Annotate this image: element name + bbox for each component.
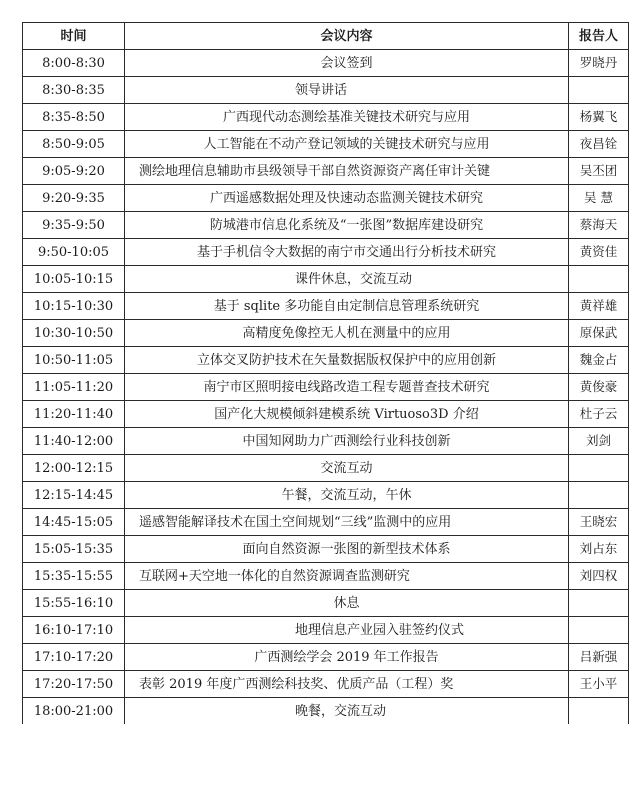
table-row	[23, 698, 629, 725]
topic-cell: 基于 sqlite 多功能自由定制信息管理系统研究	[125, 293, 569, 320]
topic-cell: 广西遥感数据处理及快速动态监测关键技术研究	[125, 185, 569, 212]
table-row	[23, 536, 629, 563]
table-row	[23, 455, 629, 482]
table-row	[23, 239, 629, 266]
time-cell: 11:05-11:20	[23, 374, 125, 401]
time-cell: 15:05-15:35	[23, 536, 125, 563]
table-row	[23, 482, 629, 509]
table-row	[23, 77, 629, 104]
time-cell: 8:35-8:50	[23, 104, 125, 131]
topic-cell: 人工智能在不动产登记领域的关键技术研究与应用	[125, 131, 569, 158]
topic-cell: 交流互动	[125, 455, 569, 482]
reporter-cell: 王小平	[569, 671, 629, 698]
reporter-cell	[569, 455, 629, 482]
time-cell: 10:15-10:30	[23, 293, 125, 320]
table-row	[23, 347, 629, 374]
time-cell: 12:00-12:15	[23, 455, 125, 482]
reporter-cell	[569, 482, 629, 509]
reporter-cell: 黄俊豪	[569, 374, 629, 401]
topic-cell: 领导讲话	[125, 77, 569, 104]
topic-cell: 互联网+天空地一体化的自然资源调查监测研究	[125, 563, 569, 590]
time-cell: 8:50-9:05	[23, 131, 125, 158]
reporter-cell	[569, 698, 629, 725]
table-row	[23, 563, 629, 590]
time-cell: 14:45-15:05	[23, 509, 125, 536]
time-cell: 11:20-11:40	[23, 401, 125, 428]
reporter-cell: 刘剑	[569, 428, 629, 455]
header-reporter: 报告人	[569, 23, 629, 50]
table-row	[23, 104, 629, 131]
time-cell: 15:55-16:10	[23, 590, 125, 617]
table-row	[23, 671, 629, 698]
table-row	[23, 428, 629, 455]
reporter-cell: 杜子云	[569, 401, 629, 428]
topic-cell: 立体交叉防护技术在矢量数据版权保护中的应用创新	[125, 347, 569, 374]
time-cell: 9:35-9:50	[23, 212, 125, 239]
topic-cell: 表彰 2019 年度广西测绘科技奖、优质产品（工程）奖	[125, 671, 569, 698]
time-cell: 9:05-9:20	[23, 158, 125, 185]
time-cell: 12:15-14:45	[23, 482, 125, 509]
table-row	[23, 50, 629, 77]
time-cell: 10:30-10:50	[23, 320, 125, 347]
time-cell: 8:30-8:35	[23, 77, 125, 104]
reporter-cell: 魏金占	[569, 347, 629, 374]
time-cell: 9:20-9:35	[23, 185, 125, 212]
topic-cell: 午餐，交流互动，午休	[125, 482, 569, 509]
time-cell: 16:10-17:10	[23, 617, 125, 644]
table-row	[23, 644, 629, 671]
topic-cell: 广西测绘学会 2019 年工作报告	[125, 644, 569, 671]
reporter-cell: 原保武	[569, 320, 629, 347]
time-cell: 17:10-17:20	[23, 644, 125, 671]
table-row	[23, 617, 629, 644]
header-row	[23, 23, 629, 50]
reporter-cell	[569, 77, 629, 104]
reporter-cell: 吴丕团	[569, 158, 629, 185]
agenda-table	[22, 22, 629, 724]
topic-cell: 休息	[125, 590, 569, 617]
table-row	[23, 320, 629, 347]
time-cell: 10:50-11:05	[23, 347, 125, 374]
reporter-cell: 刘四权	[569, 563, 629, 590]
time-cell: 9:50-10:05	[23, 239, 125, 266]
topic-cell: 国产化大规模倾斜建模系统 Virtuoso3D 介绍	[125, 401, 569, 428]
table-row	[23, 212, 629, 239]
table-row	[23, 185, 629, 212]
time-cell: 10:05-10:15	[23, 266, 125, 293]
topic-cell: 广西现代动态测绘基准关键技术研究与应用	[125, 104, 569, 131]
time-cell: 15:35-15:55	[23, 563, 125, 590]
reporter-cell	[569, 590, 629, 617]
topic-cell: 测绘地理信息辅助市县级领导干部自然资源资产离任审计关键	[125, 158, 569, 185]
time-cell: 18:00-21:00	[23, 698, 125, 725]
table-row	[23, 158, 629, 185]
table-row	[23, 374, 629, 401]
topic-cell: 南宁市区照明接电线路改造工程专题普查技术研究	[125, 374, 569, 401]
topic-cell: 遥感智能解译技术在国土空间规划“三线”监测中的应用	[125, 509, 569, 536]
table-row	[23, 590, 629, 617]
reporter-cell: 王晓宏	[569, 509, 629, 536]
reporter-cell: 刘占东	[569, 536, 629, 563]
topic-cell: 基于手机信令大数据的南宁市交通出行分析技术研究	[125, 239, 569, 266]
reporter-cell: 蔡海天	[569, 212, 629, 239]
reporter-cell	[569, 617, 629, 644]
reporter-cell	[569, 266, 629, 293]
time-cell: 11:40-12:00	[23, 428, 125, 455]
topic-cell: 会议签到	[125, 50, 569, 77]
topic-cell: 晚餐，交流互动	[125, 698, 569, 725]
header-topic: 会议内容	[125, 23, 569, 50]
table-row	[23, 131, 629, 158]
reporter-cell: 罗晓丹	[569, 50, 629, 77]
table-row	[23, 401, 629, 428]
reporter-cell: 杨翼飞	[569, 104, 629, 131]
reporter-cell: 吕新强	[569, 644, 629, 671]
reporter-cell: 黄祥雄	[569, 293, 629, 320]
topic-cell: 地理信息产业园入驻签约仪式	[125, 617, 569, 644]
reporter-cell: 吴 慧	[569, 185, 629, 212]
reporter-cell: 黄资佳	[569, 239, 629, 266]
time-cell: 17:20-17:50	[23, 671, 125, 698]
topic-cell: 课件休息，交流互动	[125, 266, 569, 293]
table-row	[23, 509, 629, 536]
table-row	[23, 266, 629, 293]
header-time: 时间	[23, 23, 125, 50]
time-cell: 8:00-8:30	[23, 50, 125, 77]
topic-cell: 面向自然资源一张图的新型技术体系	[125, 536, 569, 563]
topic-cell: 中国知网助力广西测绘行业科技创新	[125, 428, 569, 455]
topic-cell: 高精度免像控无人机在测量中的应用	[125, 320, 569, 347]
reporter-cell: 夜昌铨	[569, 131, 629, 158]
table-row	[23, 293, 629, 320]
topic-cell: 防城港市信息化系统及“一张图”数据库建设研究	[125, 212, 569, 239]
